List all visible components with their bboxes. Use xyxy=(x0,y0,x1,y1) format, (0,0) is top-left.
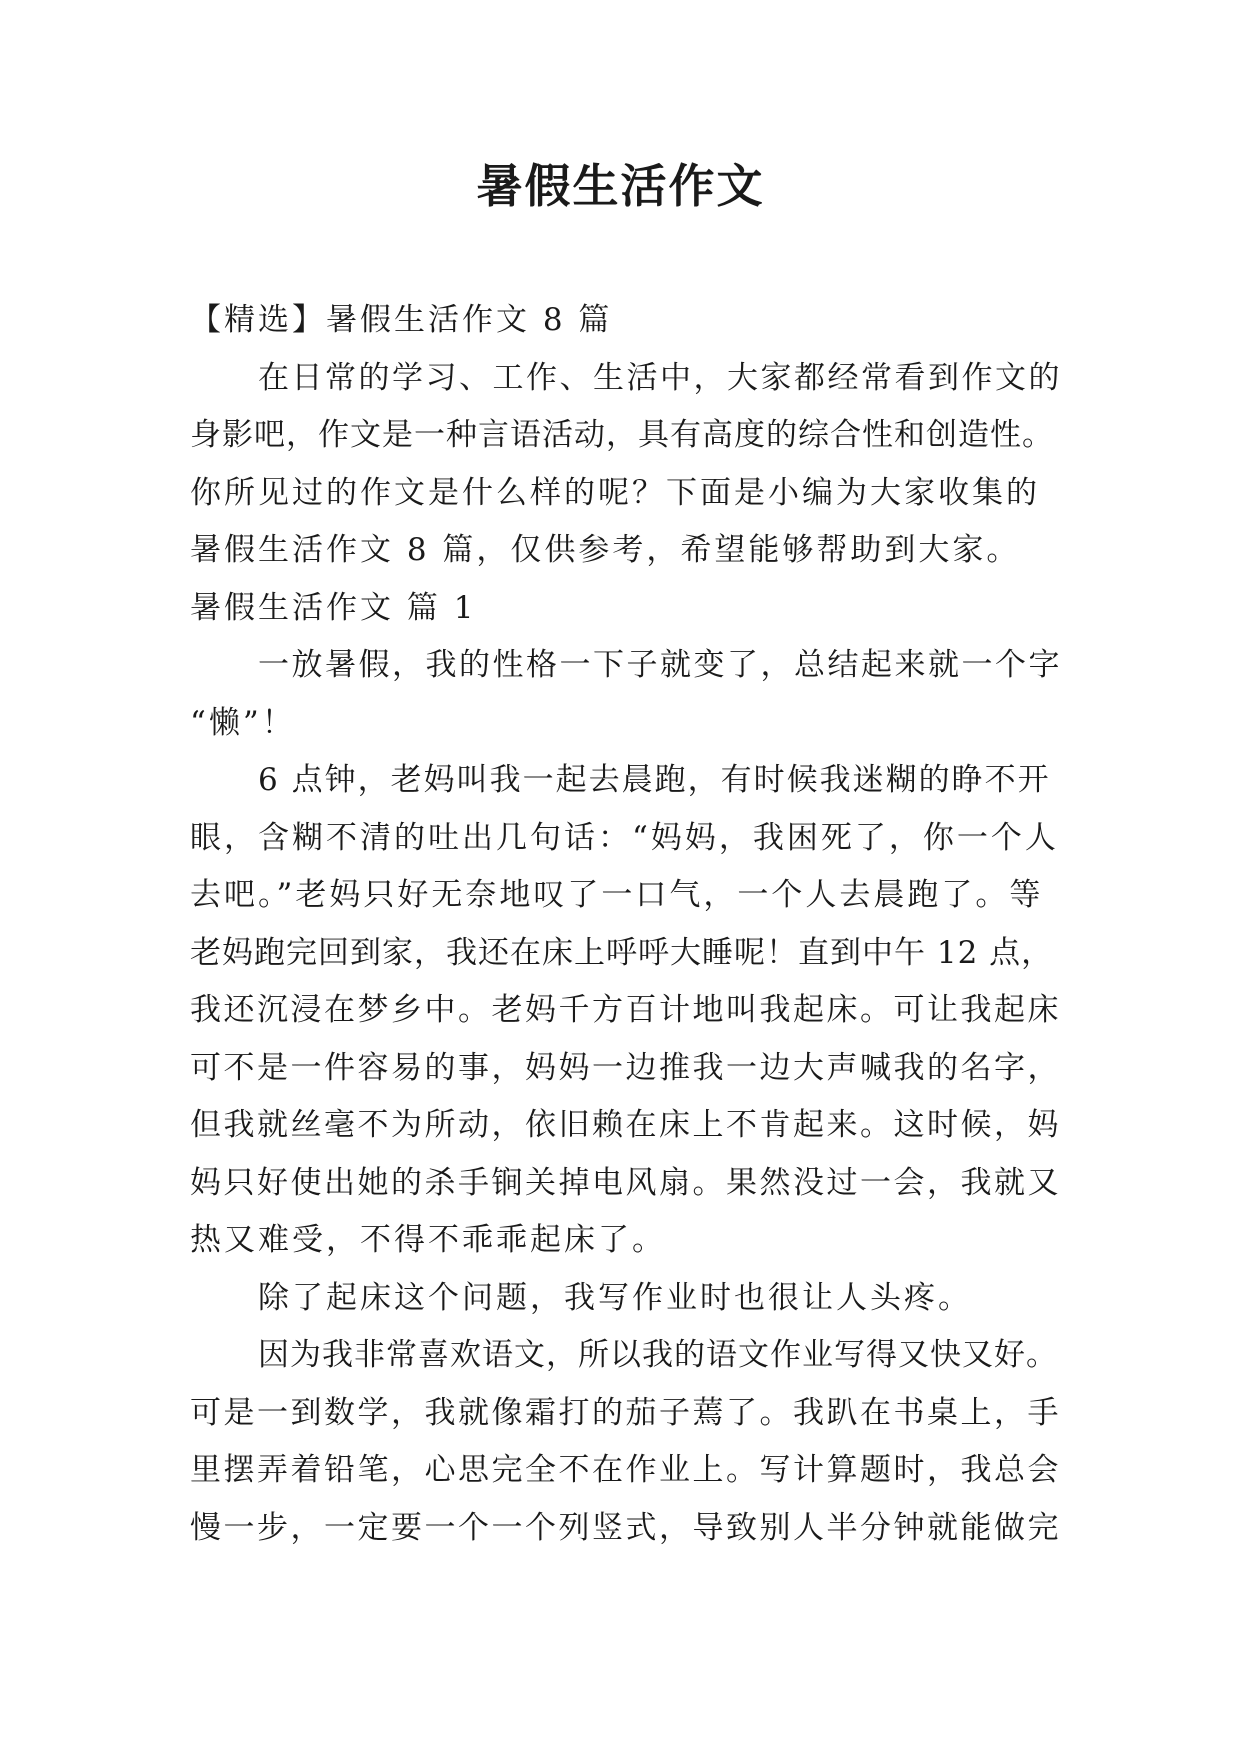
text-line: 暑假生活作文 8 篇，仅供参考，希望能够帮助到大家。 xyxy=(190,532,1021,568)
document-title: 暑假生活作文 xyxy=(476,159,765,213)
text-line: 热又难受，不得不乖乖起床了。 xyxy=(190,1222,666,1258)
section-heading: 暑假生活作文 篇 1 xyxy=(190,589,477,626)
text-line: 【精选】暑假生活作文 8 篇 xyxy=(190,302,613,338)
text-line: 去吧。”老妈只好无奈地叹了一口气，一个人去晨跑了。等 xyxy=(190,877,1044,913)
text-line: 在日常的学习、工作、生活中，大家都经常看到作文的 xyxy=(258,359,1062,396)
text-line: 里摆弄着铅笔，心思完全不在作业上。写计算题时，我总会 xyxy=(190,1452,1061,1488)
document-body xyxy=(190,292,1062,1557)
text-line: 眼，含糊不清的吐出几句话：“妈妈，我困死了，你一个人 xyxy=(190,819,1059,856)
text-line: 我还沉浸在梦乡中。老妈千方百计地叫我起床。可让我起床 xyxy=(190,992,1061,1028)
text-line: 可不是一件容易的事，妈妈一边推我一边大声喊我的名字， xyxy=(190,1049,1061,1086)
text-line: 老妈跑完回到家，我还在床上呼呼大睡呢！直到中午 12 点， xyxy=(190,934,1054,971)
text-line: 除了起床这个问题，我写作业时也很让人头疼。 xyxy=(258,1279,972,1316)
text-line: 可是一到数学，我就像霜打的茄子蔫了。我趴在书桌上，手 xyxy=(190,1394,1061,1431)
text-line: 6 点钟，老妈叫我一起去晨跑，有时候我迷糊的睁不开 xyxy=(258,762,1051,798)
text-line: “懒”！ xyxy=(190,704,296,741)
text-line: 但我就丝毫不为所动，依旧赖在床上不肯起来。这时候，妈 xyxy=(190,1107,1061,1143)
text-line: 因为我非常喜欢语文，所以我的语文作业写得又快又好。 xyxy=(258,1337,1058,1373)
text-line: 身影吧，作文是一种言语活动，具有高度的综合性和创造性。 xyxy=(190,417,1054,453)
text-line: 慢一步，一定要一个一个列竖式，导致别人半分钟就能做完 xyxy=(190,1509,1061,1546)
text-line: 你所见过的作文是什么样的呢？下面是小编为大家收集的 xyxy=(190,474,1040,511)
text-line: 妈只好使出她的杀手锏关掉电风扇。果然没过一会，我就又 xyxy=(190,1164,1061,1201)
text-line: 一放暑假，我的性格一下子就变了，总结起来就一个字 xyxy=(258,647,1062,683)
